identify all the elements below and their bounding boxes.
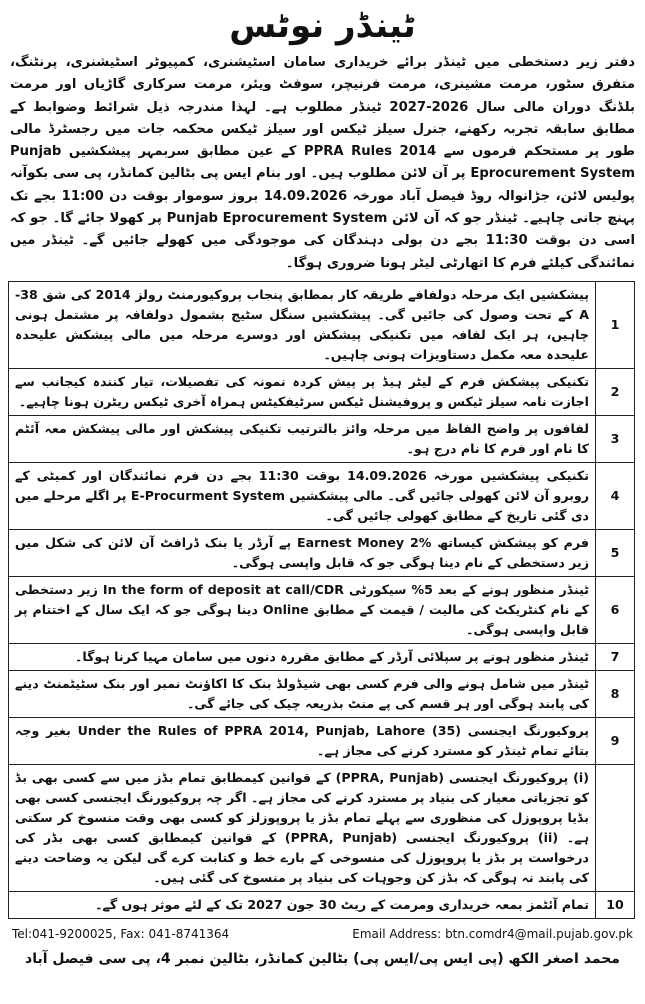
- item-text: ٹینڈر منظور ہونے کے بعد 5% سیکورٹی In the form of deposit at call/CDR زیر دستخطی کے نام کنٹریکٹ کی مالیت / قیمت کے مطابق Online دینا ہوگی جو کہ ایک سال کے اختتام پر قابل واپسی ہوگی۔: [9, 576, 596, 643]
- item-text: ٹینڈر میں شامل ہونے والی فرم کسی بھی شیڈولڈ بنک کا اکاؤنٹ نمبر اور بنک سٹیٹمنٹ دینے کی پابند ہوگی اور ہر قسم کی پے منٹ بذریعہ چیک کی جائے گی۔: [9, 670, 596, 717]
- item-text: (i) پروکیورنگ ایجنسی (PPRA, Punjab) کے قوانین کیمطابق تمام بڈز میں سے کسی بھی بڈ کو تجزیاتی معیار کی بنیاد پر مسترد کرنے کی مجاز ہے۔ اگر چہ پروکیورنگ ایجنسی کسی بھی بڈیا پروپوزل کی منظوری سے پہلے تمام بڈز یا پروپوزلز کو کسی بھی وقت منسوخ کر سکتی ہے۔ (ii) پروکیورنگ ایجنسی (PPRA, Punjab) کے قوانین کیمطابق کسی بھی بڈر کی درخواست پر بڈز یا پروپوزل کی منسوخی کے بارے خط و کتابت کرے گی لیکن یہ وضاحت دینے کی پابند نہ ہوگی کہ بڈز کن وجوہات کی بنیاد پر منسوخ کی گئی ہیں۔: [9, 764, 596, 891]
- table-row: [9, 415, 635, 462]
- table-row: [9, 670, 635, 717]
- table-row: [9, 529, 635, 576]
- item-text: تمام آئٹمز بمعہ خریداری ومرمت کے ریٹ 30 جون 2027 تک کے لئے موثر ہوں گے۔: [9, 891, 596, 918]
- item-text: تکنیکی پیشکشیں مورخہ 14.09.2026 بوقت 11:30 بجے دن فرم نمائندگان اور کمیٹی کے روبرو آن لائن کھولی جائیں گی۔ مالی پیشکشیں E-Procurment System پر اگلے مرحلے میں دی گئی تاریخ کے مطابق کھولی جائیں گی۔: [9, 462, 596, 529]
- notice-intro: دفتر زیر دستخطی میں ٹینڈر برائے خریداری سامان اسٹیشنری، کمپیوٹر اسٹیشنری، پرنٹنگ، متفرق سٹور، مرمت مشینری، مرمت فرنیچر، سوفٹ ویئر، مرمت سرکاری گاڑیاں اور مرمت بلڈنگ دوران مالی سال 2026-2027 ٹینڈر مطلوب ہے۔ لہذا مندرجہ ذیل شرائط وضوابط کے مطابق سابقہ تجربہ رکھنے، جنرل سیلز ٹیکس اور سیلز ٹیکس محکمہ جات میں رجسٹرڈ مالی طور پر مستحکم فرموں سے PPRA Rules 2014 کے عین مطابق سربمہر پیشکشیں Punjab Eprocurement System پر آن لائن مطلوب ہیں۔ اور بنام ایس پی بٹالین کمانڈر، پی سی بکوآنہ پولیس لائن، جڑانوالہ روڈ فیصل آباد مورخہ 14.09.2026 بروز سوموار بوقت دن 11:00 بجے تک پہنچ جانی چاہیے۔ ٹینڈر جو کہ آن لائن Punjab Eprocurement System پر کھولا جائے گا۔ جو کہ اسی دن بوقت 11:30 بجے دن بولی دہندگان کی موجودگی میں کھولے جائیں گے۔ ٹینڈر میں نمائندگی کیلئے فرم کا اتھارٹی لیٹر ہونا ضروری ہوگا۔: [10, 55, 636, 271]
- item-number: 10: [596, 891, 635, 918]
- item-number: 1: [596, 281, 635, 368]
- email-block: [352, 927, 633, 941]
- item-number: 9: [596, 717, 635, 764]
- item-number: 2: [596, 368, 635, 415]
- table-row: [9, 281, 635, 368]
- phone-fax: Tel:041-9200025, Fax: 041-8741364: [12, 926, 230, 941]
- item-text: پروکیورنگ ایجنسی Under the Rules of PPRA 2014, Punjab, Lahore (35) بغیر وجہ بتائے تمام ٹینڈر کو مسترد کرنے کی مجاز ہے۔: [9, 717, 596, 764]
- contact-footer: [8, 927, 637, 941]
- item-text: تکنیکی پیشکش فرم کے لیٹر ہیڈ پر پیش کردہ نمونہ کی تفصیلات، تیار کنندہ کیجانب سے اجازت نامہ سیلز ٹیکس و پروفیشنل ٹیکس سرٹیفکیٹس ہمراہ آخری ٹیکس ریٹرن ہونا چاہیے۔: [9, 368, 596, 415]
- item-text: پیشکشیں ایک مرحلہ دولفافے طریقہ کار بمطابق پنجاب پروکیورمنٹ رولز 2014 کی شق 38-A کے تحت وصول کی جائیں گی۔ پیشکشیں سنگل سٹیج بشمول دولفافہ پر مشتمل ہونی چاہیں، ہر ایک لفافہ میں تکنیکی پیشکش اور دوسرے مرحلہ میں مالی پیشکش علیحدہ علیحدہ معہ مکمل دستاویزات ہونی چاہیں۔: [9, 281, 596, 368]
- item-number: 4: [596, 462, 635, 529]
- table-row: [9, 368, 635, 415]
- email-label: Email Address:: [352, 926, 442, 941]
- table-row: [9, 576, 635, 643]
- item-number: 8: [596, 670, 635, 717]
- item-text: فرم کو پیشکش کیساتھ Earnest Money 2% پے آرڈر یا بنک ڈرافٹ آن لائن کی شکل میں زیر دستخطی کے نام دینا ہوگی جو کہ قابل واپسی ہوگی۔: [9, 529, 596, 576]
- table-row: [9, 764, 635, 891]
- signature: محمد اصغر الکھ (پی ایس پی/ایس پی) بٹالین کمانڈر، بٹالین نمبر 4، پی سی فیصل آباد: [25, 950, 620, 967]
- table-row: [9, 717, 635, 764]
- item-number: 7: [596, 643, 635, 670]
- table-row: [9, 891, 635, 918]
- conditions-table: [8, 281, 635, 919]
- notice-title: ٹینڈر نوٹس: [229, 6, 416, 46]
- table-row: [9, 643, 635, 670]
- item-number: 6: [596, 576, 635, 643]
- item-text: لفافوں پر واضح الفاظ میں مرحلہ وائز بالترتیب تکنیکی پیشکش اور مالی پیشکش معہ آئٹم کا نام اور فرم کا نام درج ہو۔: [9, 415, 596, 462]
- item-text: ٹینڈر منظور ہونے پر سپلائی آرڈر کے مطابق مقررہ دنوں میں سامان مہیا کرنا ہوگا۔: [9, 643, 596, 670]
- table-row: [9, 462, 635, 529]
- item-number: 5: [596, 529, 635, 576]
- item-number: [596, 764, 635, 891]
- email-link[interactable]: btn.comdr4@mail.pujab.gov.pk: [445, 926, 633, 941]
- item-number: 3: [596, 415, 635, 462]
